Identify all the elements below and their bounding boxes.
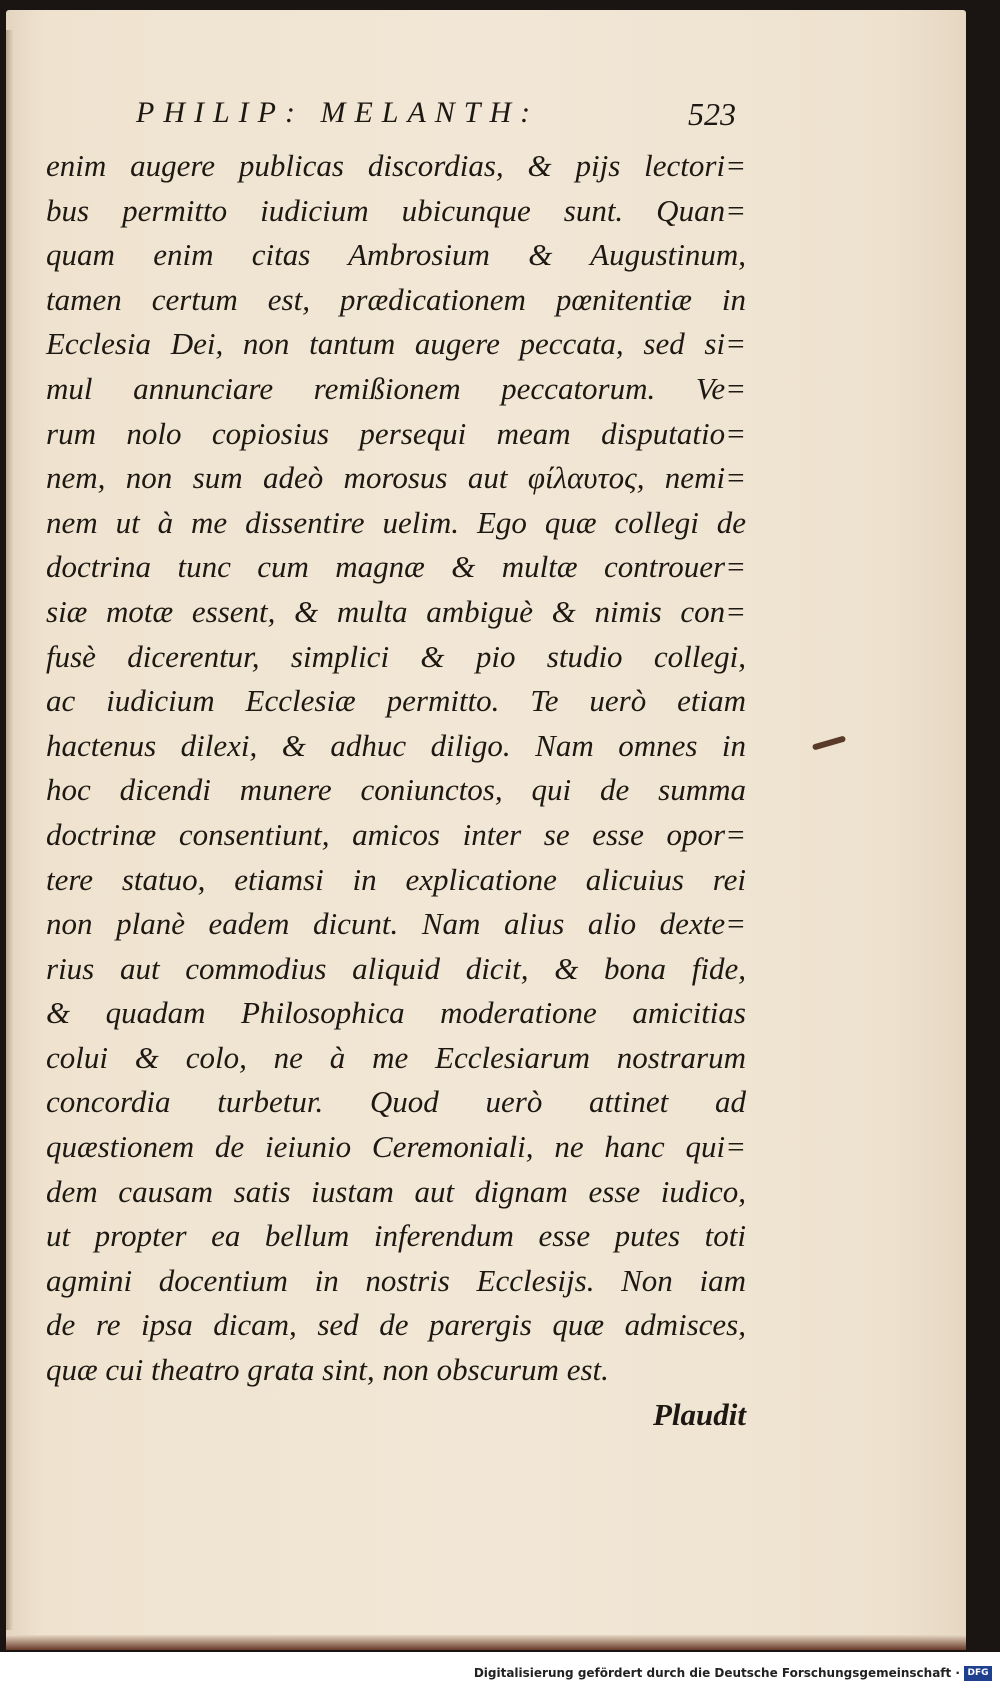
text-line: & quadam Philosophica moderatione amicitias <box>46 995 746 1031</box>
text-line: ac iudicium Ecclesiæ permitto. Te uerò etiam <box>46 683 746 719</box>
margin-ink-mark <box>812 735 846 750</box>
text-line: hactenus dilexi, & adhuc diligo. Nam omnes in <box>46 727 746 763</box>
text-line: ut propter ea bellum inferendum esse putes toti <box>46 1218 746 1254</box>
text-line: nem ut à me dissentire uelim. Ego quæ collegi de <box>46 504 746 540</box>
text-line: enim augere publicas discordias, & pijs lectori= <box>46 148 746 183</box>
text-line: bus permitto iudicium ubicunque sunt. Quan= <box>46 192 746 228</box>
funding-credit: Digitalisierung gefördert durch die Deutsche Forschungsgemeinschaft · <box>473 1666 960 1680</box>
text-line: quam enim citas Ambrosium & Augustinum, <box>46 237 746 273</box>
text-line: siæ motæ essent, & multa ambiguè & nimis con= <box>46 593 746 629</box>
text-line: quæstionem de ieiunio Ceremoniali, ne hanc qui= <box>46 1129 746 1165</box>
running-head: PHILIP: MELANTH: <box>136 96 540 129</box>
text-line: hoc dicendi munere coniunctos, qui de summa <box>46 772 746 808</box>
text-line: rum nolo copiosius persequi meam disputatio= <box>46 415 746 451</box>
text-line: tamen certum est, prædicationem pœnitentiæ in <box>46 281 746 317</box>
digitization-footer <box>0 1664 1000 1688</box>
text-line: de re ipsa dicam, sed de parergis quæ admisces, <box>46 1307 746 1343</box>
page-number: 523 <box>688 96 736 132</box>
text-line: rius aut commodius aliquid dicit, & bona fide, <box>46 950 746 986</box>
text-line: dem causam satis iustam aut dignam esse iudico, <box>46 1173 746 1209</box>
dfg-logo: DFG <box>964 1666 992 1681</box>
text-line: tere statuo, etiamsi in explicatione alicuius rei <box>46 861 746 897</box>
text-line: mul annunciare remißionem peccatorum. Ve= <box>46 370 746 406</box>
text-line: quæ cui theatro grata sint, non obscurum est. <box>46 1352 609 1388</box>
catchword: Plaudit <box>652 1396 746 1432</box>
text-line: Ecclesia Dei, non tantum augere peccata, sed si= <box>46 326 746 362</box>
text-line: concordia turbetur. Quod uerò attinet ad <box>46 1084 746 1120</box>
page-bottom-edge <box>6 1635 966 1650</box>
text-line: non planè eadem dicunt. Nam alius alio dexte= <box>46 906 746 942</box>
body-text <box>46 144 746 1437</box>
text-line: nem, non sum adeò morosus aut φίλαυτος, nemi= <box>46 460 746 496</box>
text-line: colui & colo, ne à me Ecclesiarum nostrarum <box>46 1039 746 1075</box>
book-page <box>6 10 966 1650</box>
page-edge <box>6 30 14 1630</box>
text-line: doctrinæ consentiunt, amicos inter se esse opor= <box>46 816 746 852</box>
page-header <box>136 96 736 140</box>
text-line: doctrina tunc cum magnæ & multæ controuer= <box>46 549 746 585</box>
text-line: agmini docentium in nostris Ecclesijs. Non iam <box>46 1262 746 1298</box>
text-line: fusè dicerentur, simplici & pio studio collegi, <box>46 638 746 674</box>
